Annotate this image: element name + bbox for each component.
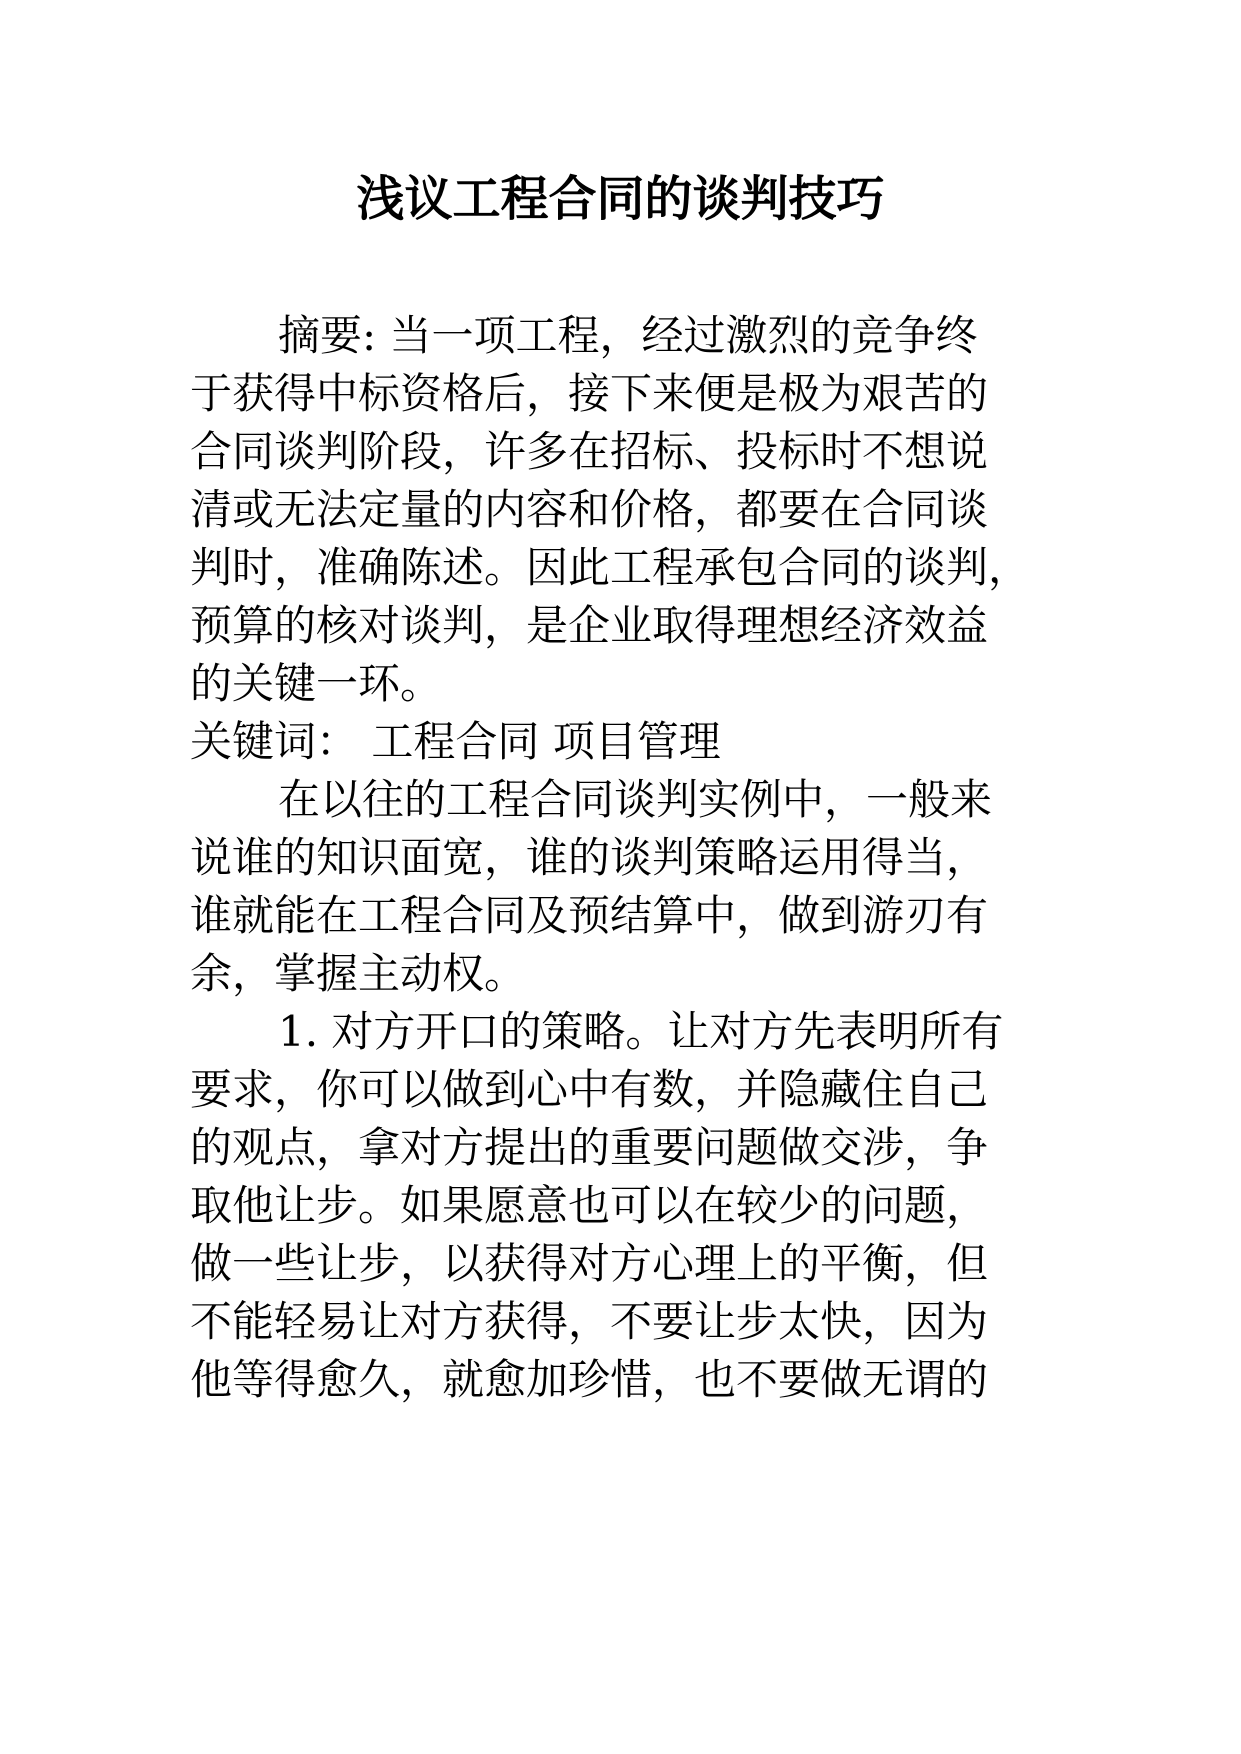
- body-line: 的关键一环。: [190, 659, 443, 708]
- body-line: 清或无法定量的内容和价格，都要在合同谈: [190, 485, 989, 534]
- body-line: 判时，准确陈述。因此工程承包合同的谈判，: [190, 543, 1031, 592]
- body-line: 他等得愈久，就愈加珍惜，也不要做无谓的: [190, 1355, 989, 1404]
- body-line: 于获得中标资格后，接下来便是极为艰苦的: [190, 369, 989, 418]
- body-line: 要求，你可以做到心中有数，并隐藏住自己: [190, 1065, 989, 1114]
- body-line: 说谁的知识面宽，谁的谈判策略运用得当，: [190, 833, 989, 882]
- document-title: 浅议工程合同的谈判技巧: [356, 171, 885, 227]
- body-line: 1. 对方开口的策略。让对方先表明所有: [278, 1007, 1004, 1056]
- body-line: 合同谈判阶段，许多在招标、投标时不想说: [190, 427, 989, 476]
- body-line: 在以往的工程合同谈判实例中，一般来: [278, 775, 993, 824]
- body-line: 不能轻易让对方获得，不要让步太快，因为: [190, 1297, 989, 1346]
- body-line: 摘要: 当一项工程，经过激烈的竞争终: [278, 311, 978, 360]
- body-line: 余，掌握主动权。: [190, 949, 527, 998]
- body-line: 的观点，拿对方提出的重要问题做交涉，争: [190, 1123, 989, 1172]
- body-line: 做一些让步，以获得对方心理上的平衡，但: [190, 1239, 989, 1288]
- keywords-line: 关键词： 工程合同 项目管理: [190, 717, 721, 766]
- body-line: 预算的核对谈判，是企业取得理想经济效益: [190, 601, 989, 650]
- body-line: 取他让步。如果愿意也可以在较少的问题，: [190, 1181, 989, 1230]
- body-line: 谁就能在工程合同及预结算中，做到游刃有: [190, 891, 989, 940]
